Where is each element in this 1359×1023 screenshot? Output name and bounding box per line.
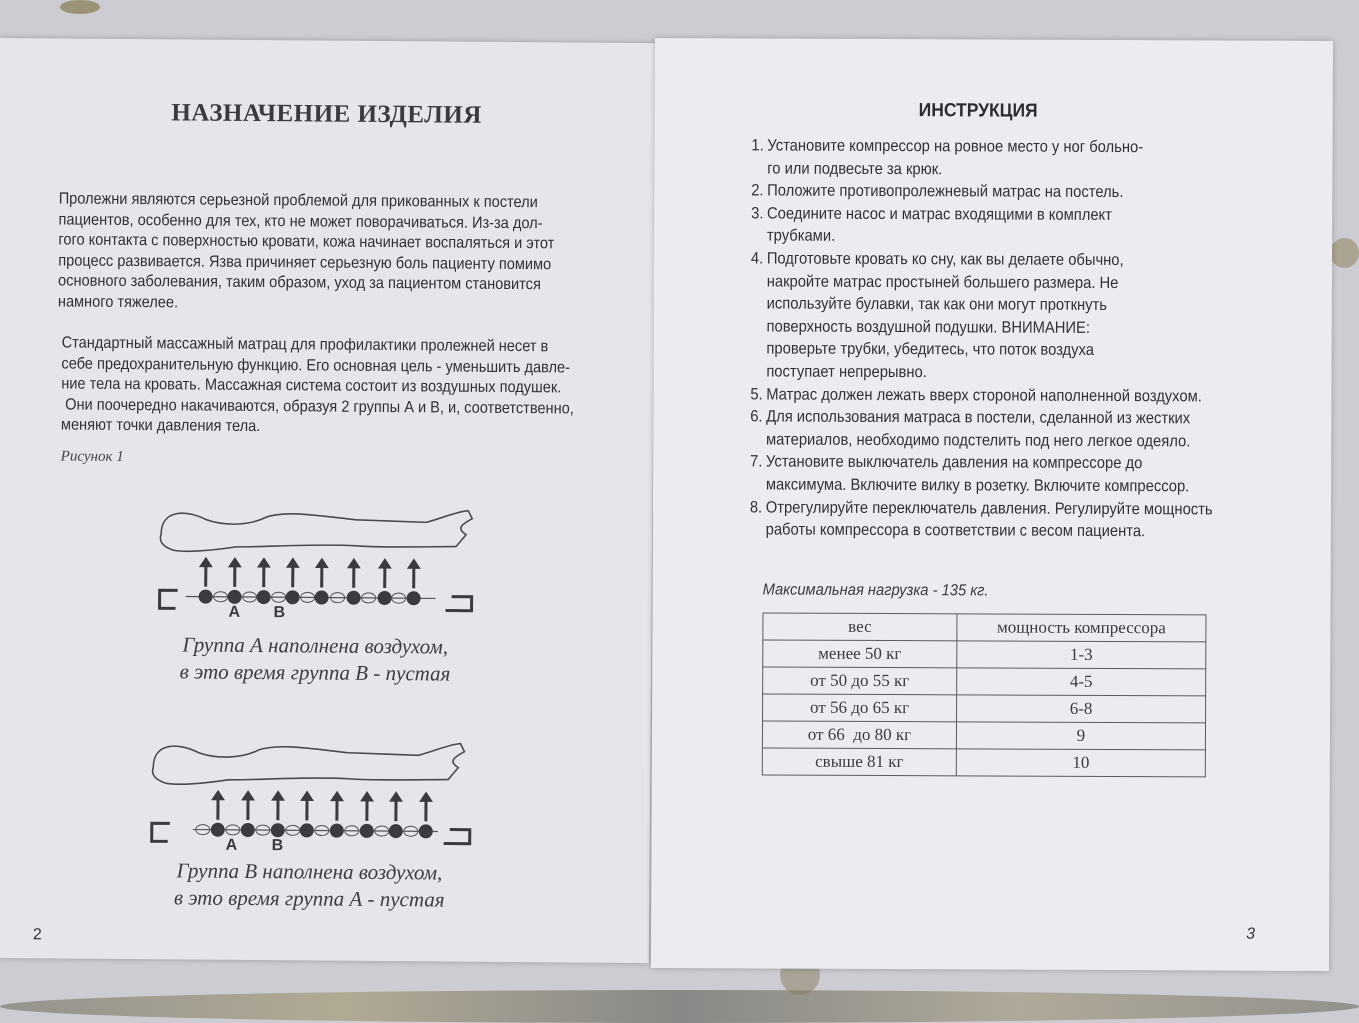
item-text <box>767 180 1123 204</box>
page-number: 3 <box>1246 925 1256 943</box>
bed-frame-left <box>160 590 178 608</box>
max-load-note: Максимальная нагрузка - 135 кг. <box>762 581 989 600</box>
text-line: себе предохранительную функцию. Его основная цель - уменьшить давле- <box>61 353 571 376</box>
text-line: гого контакта с поверхностью кровати, кожа начинает воспаляться и этот <box>58 230 555 253</box>
table-cell: менее 50 кг <box>763 640 957 668</box>
text-line: Соедините насос и матрас входящими в комплект <box>766 204 1112 224</box>
text-line: Установите компрессор на ровное место у ног больно- <box>767 136 1144 157</box>
body-outline <box>160 508 472 553</box>
table-cell: от 50 до 55 кг <box>763 667 957 695</box>
list-item <box>746 496 1213 543</box>
item-number: 3. <box>751 204 764 223</box>
list-item <box>746 247 1213 385</box>
item-text <box>766 247 1123 384</box>
item-number: 8. <box>749 497 763 516</box>
text-line: поступает непрерывно. <box>766 362 927 382</box>
text-line: Они поочередно накачиваются, образуя 2 группы А и В, и, соответственно, <box>61 394 574 418</box>
caption-line: в это время группа В - пустая <box>179 659 451 686</box>
text-line: ние тела на кровать. Массажная система состоит из воздушных подушек. <box>61 374 562 397</box>
arrow-icons <box>212 791 432 822</box>
group-b-label: B <box>273 604 286 622</box>
text-line: го или подвесьте за крюк. <box>767 159 943 178</box>
caption-line: Группа А наполнена воздухом, <box>182 632 449 659</box>
item-text <box>767 202 1112 249</box>
table-header-row <box>763 613 1206 642</box>
page-title: НАЗНАЧЕНИЕ ИЗДЕЛИЯ <box>171 99 482 129</box>
item-number: 7. <box>750 452 763 471</box>
mattress-diagram-group-a <box>155 504 486 627</box>
table-cell: от 66 до 80 кг <box>762 721 956 749</box>
list-item <box>747 134 1214 181</box>
mattress-diagram-group-b <box>148 737 479 860</box>
item-text <box>767 134 1143 181</box>
item-number: 6. <box>750 407 763 426</box>
item-text <box>766 496 1213 543</box>
item-number: 1. <box>751 136 764 155</box>
table-row <box>763 694 1206 723</box>
table-row <box>763 640 1206 669</box>
table-cell: 9 <box>956 722 1205 750</box>
table-row <box>763 667 1206 696</box>
text-line: пациентов, особенно для тех, кто не может поворачиваться. Из-за дол- <box>58 209 543 232</box>
figure-label: Рисунок 1 <box>60 448 124 465</box>
text-line: работы компрессора в соответствии с весом пациента. <box>765 520 1146 541</box>
text-line: намного тяжелее. <box>57 291 179 311</box>
paragraph-intro <box>58 188 555 315</box>
item-number: 4. <box>750 249 764 268</box>
text-line: Установите выключатель давления на компрессоре до <box>765 452 1143 473</box>
page-title: ИНСТРУКЦИЯ <box>918 100 1038 122</box>
figure1-caption <box>145 631 485 688</box>
text-line: основного заболевания, таким образом, уход за пациентом становится <box>58 271 541 294</box>
item-number: 5. <box>750 384 763 404</box>
text-line: Отрегулируйте переключатель давления. Регулируйте мощность <box>765 497 1213 518</box>
table-cell: свыше 81 кг <box>762 748 956 776</box>
air-cells <box>186 589 436 605</box>
list-item <box>747 180 1214 205</box>
figure2-caption <box>139 857 479 914</box>
body-outline <box>152 741 464 786</box>
text-line: процесс развивается. Язва причиняет серьезную боль пациенту помимо <box>58 250 552 273</box>
caption-line: в это время группа А - пустая <box>173 885 445 912</box>
column-header: мощность компрессора <box>957 614 1206 642</box>
item-text <box>766 451 1190 498</box>
arrow-icons <box>200 558 420 589</box>
caption-line: Группа В наполнена воздухом, <box>176 858 443 885</box>
list-item <box>746 383 1213 408</box>
load-table <box>762 612 1207 777</box>
text-line: максимума. Включите вилку в розетку. Включите компрессор. <box>765 475 1190 496</box>
paragraph-description <box>61 332 574 439</box>
text-line: меняют точки давления тела. <box>60 415 261 436</box>
group-a-label: A <box>225 836 238 854</box>
column-header: вес <box>763 613 957 641</box>
bed-frame-left <box>152 823 170 841</box>
left-page <box>0 38 656 963</box>
text-line: накройте матрас простыней большего размера. Не <box>766 272 1119 292</box>
table-cell: от 56 до 65 кг <box>763 694 957 722</box>
text-line: Подготовьте кровать ко сну, как вы делаете обычно, <box>766 249 1124 270</box>
bed-frame-right <box>444 830 470 844</box>
group-a-label: A <box>228 603 241 621</box>
table-cell: 6-8 <box>957 695 1206 723</box>
list-item <box>746 451 1213 498</box>
list-item <box>747 202 1214 249</box>
item-text <box>766 383 1202 407</box>
table-cell: 4-5 <box>957 668 1206 696</box>
text-line: Для использования матраса в постели, сделанной из жестких <box>766 407 1191 428</box>
text-line: используйте булавки, так как они могут проткнуть <box>766 294 1108 315</box>
text-line: трубками. <box>766 226 836 246</box>
table-cell: 1-3 <box>957 641 1206 669</box>
table-cell: 10 <box>956 749 1205 777</box>
instruction-list <box>746 134 1214 543</box>
item-number: 2. <box>751 181 764 200</box>
bed-frame-right <box>446 597 472 611</box>
text-line: Положите противопролежневый матрас на постель. <box>767 181 1124 202</box>
item-text <box>766 406 1190 453</box>
text-line: материалов, необходимо подстелить под него легкое одеяло. <box>766 430 1191 451</box>
text-line: проверьте трубки, убедитесь, что поток воздуха <box>766 339 1095 360</box>
group-b-label: B <box>271 837 284 855</box>
text-line: Пролежни являются серьезной проблемой для прикованных к постели <box>58 189 538 212</box>
right-page <box>651 38 1333 971</box>
page-number: 2 <box>32 926 42 944</box>
text-line: Матрас должен лежать вверх стороной наполненной воздухом. <box>766 385 1202 405</box>
table-row <box>762 748 1205 777</box>
table-row <box>762 721 1205 750</box>
list-item <box>746 406 1213 453</box>
text-line: Стандартный массажный матрац для профилактики пролежней несет в <box>61 333 549 356</box>
text-line: поверхность воздушной подушки. ВНИМАНИЕ: <box>766 317 1090 337</box>
